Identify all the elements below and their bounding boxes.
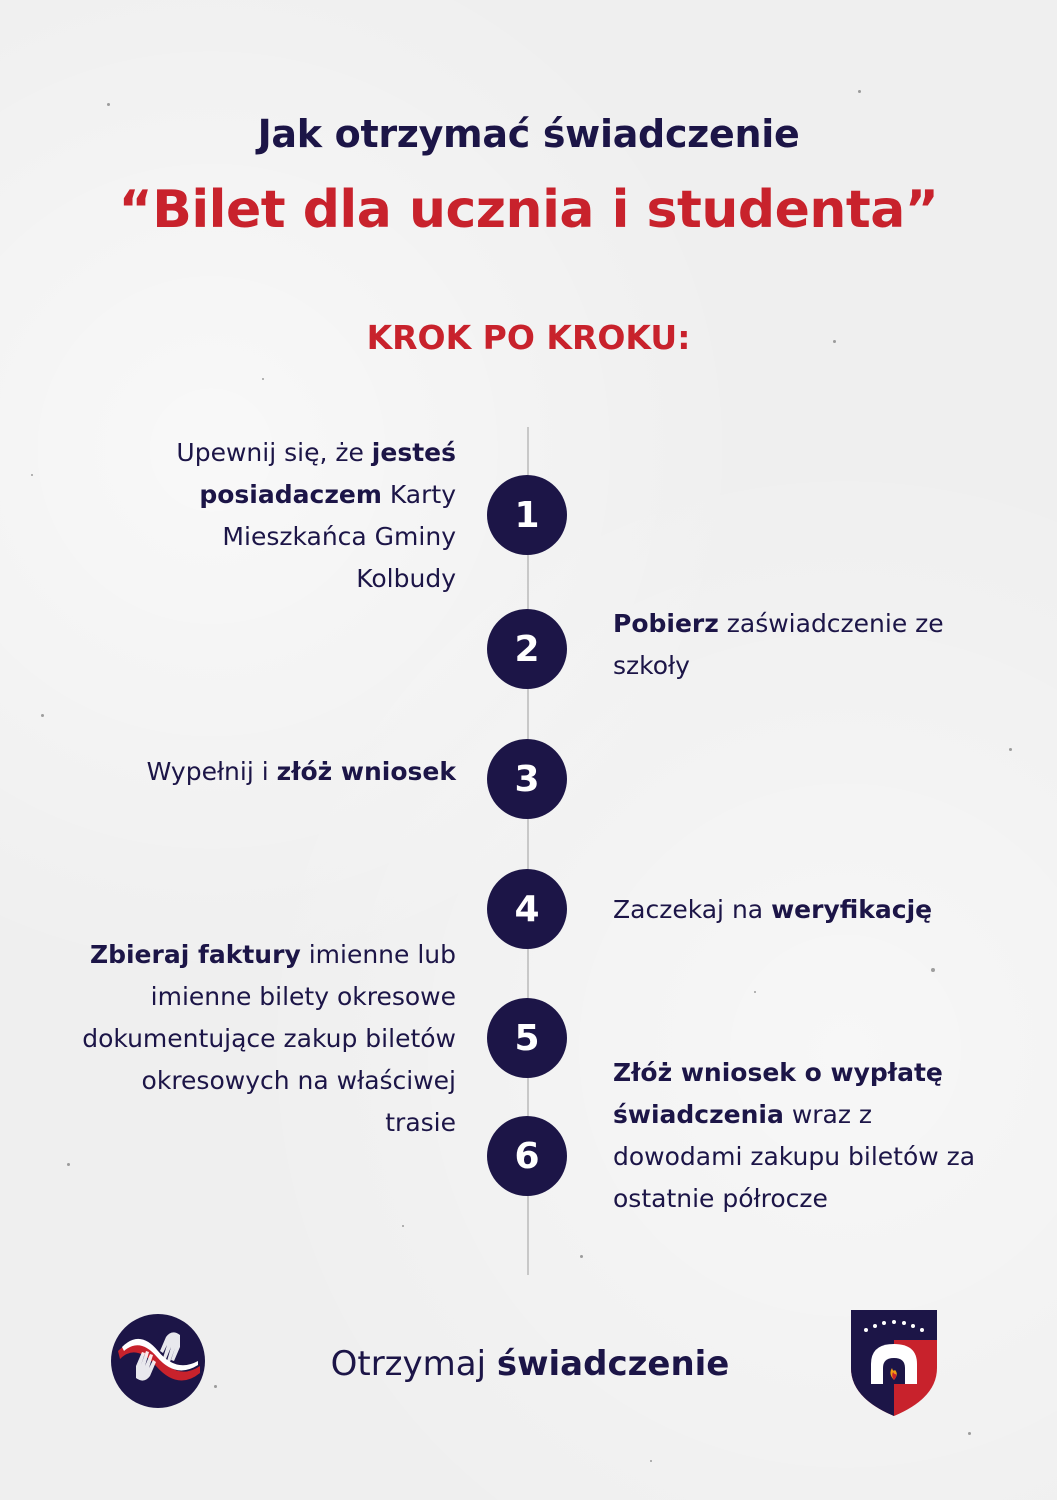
step-5-text: Zbieraj faktury imienne lub imienne bilety okresowe dokumentujące zakup biletów okresowych na właściwej trasie bbox=[82, 940, 456, 1137]
section-title: KROK PO KROKU: bbox=[366, 318, 691, 357]
step-4-text: Zaczekaj na weryfikację bbox=[613, 895, 933, 924]
step-1-number: 1 bbox=[487, 475, 567, 555]
page-subtitle: “Bilet dla ucznia i studenta” bbox=[118, 180, 939, 240]
step-2-text: Pobierz zaświadczenie ze szkoły bbox=[613, 609, 944, 680]
step-3-text: Wypełnij i złóż wniosek bbox=[146, 757, 456, 786]
step-5-number: 5 bbox=[487, 998, 567, 1078]
page-title: Jak otrzymać świadczenie bbox=[257, 112, 800, 156]
step-2-number: 2 bbox=[487, 609, 567, 689]
step-1-text: Upewnij się, że jesteś posiadaczem Karty Mieszkańca Gminy Kolbudy bbox=[176, 438, 456, 593]
step-6-number: 6 bbox=[487, 1116, 567, 1196]
hands-logo-icon bbox=[108, 1311, 208, 1415]
coat-of-arms-icon bbox=[849, 1306, 939, 1422]
footer-text: Otrzymaj świadczenie bbox=[330, 1344, 730, 1384]
step-4-number: 4 bbox=[487, 869, 567, 949]
step-6-text: Złóż wniosek o wypłatę świadczenia wraz z dowodami zakupu biletów za ostatnie półrocze bbox=[613, 1058, 976, 1213]
step-3-number: 3 bbox=[487, 739, 567, 819]
